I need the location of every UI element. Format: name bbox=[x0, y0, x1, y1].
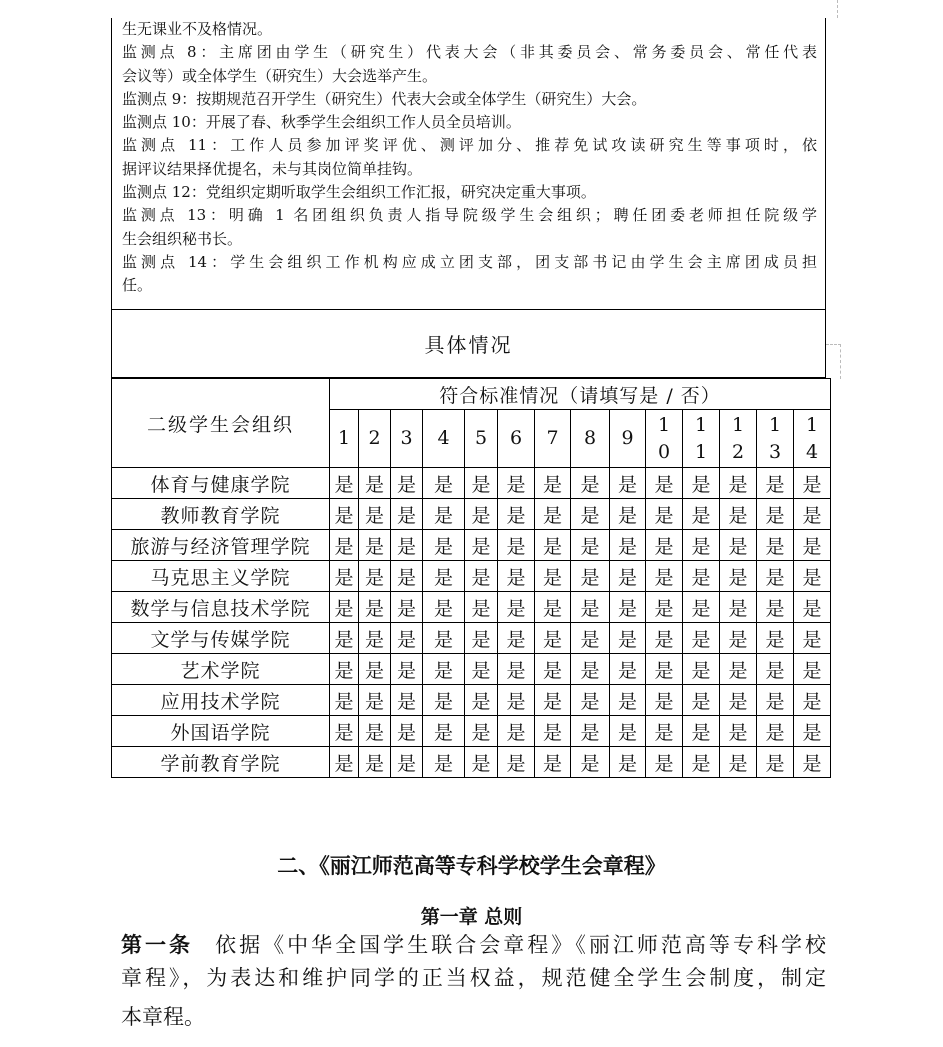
college-name: 外国语学院 bbox=[112, 716, 330, 747]
compliance-answer: 是 bbox=[720, 499, 757, 530]
compliance-answer: 是 bbox=[720, 654, 757, 685]
compliance-answer: 是 bbox=[465, 592, 498, 623]
compliance-answer: 是 bbox=[646, 561, 683, 592]
compliance-answer: 是 bbox=[757, 592, 794, 623]
compliance-answer: 是 bbox=[498, 623, 535, 654]
compliance-answer: 是 bbox=[571, 530, 610, 561]
table-row bbox=[112, 499, 831, 530]
college-name: 旅游与经济管理学院 bbox=[112, 530, 330, 561]
compliance-answer: 是 bbox=[610, 685, 646, 716]
criterion-number-cell bbox=[683, 410, 720, 468]
compliance-answer: 是 bbox=[498, 530, 535, 561]
compliance-answer: 是 bbox=[535, 499, 571, 530]
compliance-answer: 是 bbox=[646, 530, 683, 561]
compliance-answer: 是 bbox=[423, 623, 465, 654]
layout-guide bbox=[826, 344, 841, 379]
monitor-line: 监测点 9：按期规范召开学生（研究生）代表大会或全体学生（研究生）大会。 bbox=[122, 89, 647, 108]
compliance-answer: 是 bbox=[359, 716, 391, 747]
compliance-answer: 是 bbox=[794, 747, 831, 778]
criterion-number: 1 2 bbox=[731, 413, 745, 463]
compliance-answer: 是 bbox=[610, 592, 646, 623]
compliance-answer: 是 bbox=[794, 685, 831, 716]
chapter-title: 第一章 总则 bbox=[420, 906, 523, 928]
compliance-answer: 是 bbox=[465, 468, 498, 499]
compliance-answer: 是 bbox=[757, 530, 794, 561]
compliance-answer: 是 bbox=[757, 716, 794, 747]
compliance-answer: 是 bbox=[423, 530, 465, 561]
compliance-answer: 是 bbox=[535, 592, 571, 623]
compliance-answer: 是 bbox=[794, 716, 831, 747]
compliance-answer: 是 bbox=[465, 685, 498, 716]
compliance-answer: 是 bbox=[391, 499, 423, 530]
monitor-line: 会议等）或全体学生（研究生）大会选举产生。 bbox=[122, 66, 438, 85]
layout-guide bbox=[836, 0, 838, 18]
compliance-answer: 是 bbox=[683, 499, 720, 530]
criterion-number-cell bbox=[571, 410, 610, 468]
compliance-answer: 是 bbox=[610, 747, 646, 778]
compliance-answer: 是 bbox=[423, 685, 465, 716]
compliance-answer: 是 bbox=[391, 654, 423, 685]
college-name: 学前教育学院 bbox=[112, 747, 330, 778]
compliance-answer: 是 bbox=[794, 623, 831, 654]
compliance-answer: 是 bbox=[498, 716, 535, 747]
section-title: 二、《丽江师范高等专科学校学生会章程》 bbox=[277, 854, 666, 878]
compliance-answer: 是 bbox=[423, 592, 465, 623]
compliance-answer: 是 bbox=[465, 530, 498, 561]
criterion-number: 7 bbox=[546, 427, 559, 449]
monitor-line: 监测点 11：工作人员参加评奖评优、测评加分、推荐免试攻读研究生等事项时，依 bbox=[122, 136, 817, 155]
criterion-number-cell bbox=[535, 410, 571, 468]
compliance-answer: 是 bbox=[359, 747, 391, 778]
compliance-answer: 是 bbox=[535, 623, 571, 654]
compliance-answer: 是 bbox=[330, 530, 359, 561]
compliance-answer: 是 bbox=[757, 499, 794, 530]
compliance-answer: 是 bbox=[571, 623, 610, 654]
compliance-answer: 是 bbox=[498, 468, 535, 499]
compliance-answer: 是 bbox=[535, 530, 571, 561]
compliance-answer: 是 bbox=[391, 561, 423, 592]
monitor-line: 生会组织秘书长。 bbox=[122, 229, 243, 248]
compliance-answer: 是 bbox=[720, 561, 757, 592]
compliance-answer: 是 bbox=[498, 592, 535, 623]
compliance-answer: 是 bbox=[683, 747, 720, 778]
article-line: 章程》，为表达和维护同学的正当权益，规范健全学生会制度，制定 bbox=[121, 966, 826, 990]
criterion-number: 5 bbox=[474, 427, 488, 449]
compliance-answer: 是 bbox=[571, 685, 610, 716]
compliance-answer: 是 bbox=[498, 561, 535, 592]
compliance-answer: 是 bbox=[683, 654, 720, 685]
compliance-answer: 是 bbox=[330, 561, 359, 592]
table-row bbox=[112, 685, 831, 716]
org-column-header: 二级学生会组织 bbox=[112, 379, 330, 468]
compliance-answer: 是 bbox=[571, 468, 610, 499]
compliance-answer: 是 bbox=[330, 716, 359, 747]
compliance-answer: 是 bbox=[330, 592, 359, 623]
criterion-number-cell bbox=[330, 410, 359, 468]
criterion-number-cell bbox=[465, 410, 498, 468]
criterion-number-cell bbox=[391, 410, 423, 468]
compliance-answer: 是 bbox=[391, 747, 423, 778]
compliance-answer: 是 bbox=[794, 468, 831, 499]
article-text: 依据《中华全国学生联合会章程》《丽江师范高等专科学校 bbox=[215, 933, 827, 957]
compliance-answer: 是 bbox=[757, 561, 794, 592]
college-name: 文学与传媒学院 bbox=[112, 623, 330, 654]
compliance-answer: 是 bbox=[720, 592, 757, 623]
monitor-line: 监测点 8：主席团由学生（研究生）代表大会（非其委员会、常务委员会、常任代表 bbox=[122, 43, 817, 62]
compliance-answer: 是 bbox=[683, 685, 720, 716]
compliance-answer: 是 bbox=[423, 561, 465, 592]
compliance-answer: 是 bbox=[359, 561, 391, 592]
criterion-number: 1 0 bbox=[657, 413, 671, 463]
compliance-answer: 是 bbox=[571, 561, 610, 592]
table-row bbox=[112, 468, 831, 499]
criterion-number-cell bbox=[794, 410, 831, 468]
monitor-line: 监测点 12：党组织定期听取学生会组织工作汇报，研究决定重大事项。 bbox=[122, 183, 596, 202]
compliance-answer: 是 bbox=[610, 561, 646, 592]
compliance-answer: 是 bbox=[330, 468, 359, 499]
compliance-answer: 是 bbox=[646, 499, 683, 530]
criterion-number: 1 4 bbox=[805, 413, 819, 463]
criterion-number-cell bbox=[646, 410, 683, 468]
compliance-answer: 是 bbox=[359, 592, 391, 623]
compliance-answer: 是 bbox=[423, 747, 465, 778]
compliance-answer: 是 bbox=[535, 561, 571, 592]
compliance-answer: 是 bbox=[610, 716, 646, 747]
compliance-answer: 是 bbox=[359, 499, 391, 530]
criterion-number: 1 bbox=[337, 427, 351, 449]
college-name: 数学与信息技术学院 bbox=[112, 592, 330, 623]
criterion-number: 8 bbox=[583, 427, 597, 449]
table-row bbox=[112, 747, 831, 778]
compliance-answer: 是 bbox=[391, 623, 423, 654]
compliance-answer: 是 bbox=[330, 685, 359, 716]
compliance-answer: 是 bbox=[535, 716, 571, 747]
compliance-answer: 是 bbox=[720, 530, 757, 561]
criterion-number-cell bbox=[610, 410, 646, 468]
compliance-answer: 是 bbox=[720, 623, 757, 654]
compliance-answer: 是 bbox=[423, 654, 465, 685]
compliance-answer: 是 bbox=[610, 468, 646, 499]
monitor-line: 监测点 14：学生会组织工作机构应成立团支部，团支部书记由学生会主席团成员担 bbox=[122, 252, 817, 271]
compliance-answer: 是 bbox=[330, 623, 359, 654]
compliance-answer: 是 bbox=[720, 716, 757, 747]
compliance-answer: 是 bbox=[465, 623, 498, 654]
compliance-answer: 是 bbox=[720, 685, 757, 716]
compliance-answer: 是 bbox=[646, 685, 683, 716]
compliance-answer: 是 bbox=[610, 530, 646, 561]
article-paragraph bbox=[121, 928, 826, 1034]
situation-title: 具体情况 bbox=[111, 310, 826, 378]
criterion-number: 3 bbox=[400, 427, 413, 449]
compliance-answer: 是 bbox=[330, 747, 359, 778]
compliance-answer: 是 bbox=[683, 468, 720, 499]
criterion-number: 9 bbox=[621, 427, 634, 449]
article-line bbox=[121, 928, 826, 962]
compliance-answer: 是 bbox=[757, 654, 794, 685]
compliance-answer: 是 bbox=[571, 716, 610, 747]
compliance-answer: 是 bbox=[391, 685, 423, 716]
compliance-answer: 是 bbox=[683, 623, 720, 654]
article-line: 本章程。 bbox=[121, 1005, 205, 1029]
table-row bbox=[112, 530, 831, 561]
compliance-answer: 是 bbox=[571, 499, 610, 530]
compliance-answer: 是 bbox=[465, 716, 498, 747]
compliance-answer: 是 bbox=[465, 654, 498, 685]
criterion-number-cell bbox=[498, 410, 535, 468]
college-name: 艺术学院 bbox=[112, 654, 330, 685]
compliance-answer: 是 bbox=[646, 716, 683, 747]
compliance-answer: 是 bbox=[391, 468, 423, 499]
compliance-answer: 是 bbox=[646, 592, 683, 623]
table-row bbox=[112, 623, 831, 654]
criterion-number-cell bbox=[720, 410, 757, 468]
compliance-answer: 是 bbox=[498, 747, 535, 778]
compliance-answer: 是 bbox=[391, 530, 423, 561]
compliance-answer: 是 bbox=[465, 561, 498, 592]
compliance-answer: 是 bbox=[330, 654, 359, 685]
criterion-number: 1 1 bbox=[694, 413, 708, 463]
monitoring-points-cell bbox=[111, 18, 826, 310]
compliance-answer: 是 bbox=[757, 623, 794, 654]
compliance-answer: 是 bbox=[720, 468, 757, 499]
compliance-answer: 是 bbox=[465, 747, 498, 778]
criterion-number: 2 bbox=[368, 427, 381, 449]
standard-column-header: 符合标准情况（请填写是 / 否） bbox=[330, 379, 831, 410]
compliance-answer: 是 bbox=[683, 561, 720, 592]
compliance-answer: 是 bbox=[646, 747, 683, 778]
monitor-line: 据评议结果择优提名，未与其岗位简单挂钩。 bbox=[122, 159, 423, 178]
college-name: 马克思主义学院 bbox=[112, 561, 330, 592]
table-row bbox=[112, 561, 831, 592]
table-row bbox=[112, 716, 831, 747]
college-name: 应用技术学院 bbox=[112, 685, 330, 716]
compliance-answer: 是 bbox=[794, 592, 831, 623]
compliance-answer: 是 bbox=[646, 468, 683, 499]
article-label: 第一条 bbox=[121, 932, 194, 957]
monitor-line: 监测点 10：开展了春、秋季学生会组织工作人员全员培训。 bbox=[122, 113, 521, 132]
compliance-answer: 是 bbox=[359, 685, 391, 716]
college-name: 体育与健康学院 bbox=[112, 468, 330, 499]
compliance-answer: 是 bbox=[683, 716, 720, 747]
compliance-answer: 是 bbox=[794, 530, 831, 561]
compliance-answer: 是 bbox=[498, 685, 535, 716]
compliance-answer: 是 bbox=[571, 592, 610, 623]
compliance-answer: 是 bbox=[330, 499, 359, 530]
compliance-answer: 是 bbox=[757, 747, 794, 778]
criterion-number-cell bbox=[757, 410, 794, 468]
compliance-answer: 是 bbox=[757, 468, 794, 499]
compliance-answer: 是 bbox=[359, 530, 391, 561]
monitor-line: 监测点 13：明确 1 名团组织负责人指导院级学生会组织；聘任团委老师担任院级学 bbox=[122, 206, 817, 225]
compliance-answer: 是 bbox=[535, 747, 571, 778]
criterion-number: 1 3 bbox=[768, 413, 782, 463]
compliance-table bbox=[111, 378, 831, 778]
monitor-line: 生无课业不及格情况。 bbox=[122, 20, 273, 38]
compliance-answer: 是 bbox=[571, 747, 610, 778]
compliance-answer: 是 bbox=[683, 592, 720, 623]
criterion-number-cell bbox=[423, 410, 465, 468]
compliance-answer: 是 bbox=[423, 716, 465, 747]
compliance-answer: 是 bbox=[646, 654, 683, 685]
criterion-number: 6 bbox=[509, 427, 523, 449]
compliance-answer: 是 bbox=[535, 468, 571, 499]
table-row bbox=[112, 654, 831, 685]
compliance-answer: 是 bbox=[391, 716, 423, 747]
compliance-answer: 是 bbox=[423, 499, 465, 530]
compliance-answer: 是 bbox=[391, 592, 423, 623]
compliance-answer: 是 bbox=[794, 499, 831, 530]
monitor-line: 任。 bbox=[122, 276, 153, 295]
compliance-answer: 是 bbox=[359, 654, 391, 685]
compliance-answer: 是 bbox=[359, 623, 391, 654]
compliance-answer: 是 bbox=[794, 654, 831, 685]
compliance-answer: 是 bbox=[498, 499, 535, 530]
college-name: 教师教育学院 bbox=[112, 499, 330, 530]
compliance-answer: 是 bbox=[646, 623, 683, 654]
compliance-answer: 是 bbox=[720, 747, 757, 778]
compliance-answer: 是 bbox=[757, 685, 794, 716]
compliance-answer: 是 bbox=[610, 654, 646, 685]
compliance-answer: 是 bbox=[359, 468, 391, 499]
compliance-answer: 是 bbox=[535, 654, 571, 685]
compliance-answer: 是 bbox=[683, 530, 720, 561]
compliance-answer: 是 bbox=[465, 499, 498, 530]
table-row bbox=[112, 592, 831, 623]
compliance-answer: 是 bbox=[610, 499, 646, 530]
compliance-answer: 是 bbox=[498, 654, 535, 685]
compliance-answer: 是 bbox=[794, 561, 831, 592]
criterion-number: 4 bbox=[437, 427, 450, 449]
compliance-answer: 是 bbox=[610, 623, 646, 654]
compliance-answer: 是 bbox=[535, 685, 571, 716]
compliance-answer: 是 bbox=[423, 468, 465, 499]
compliance-answer: 是 bbox=[571, 654, 610, 685]
criterion-number-cell bbox=[359, 410, 391, 468]
